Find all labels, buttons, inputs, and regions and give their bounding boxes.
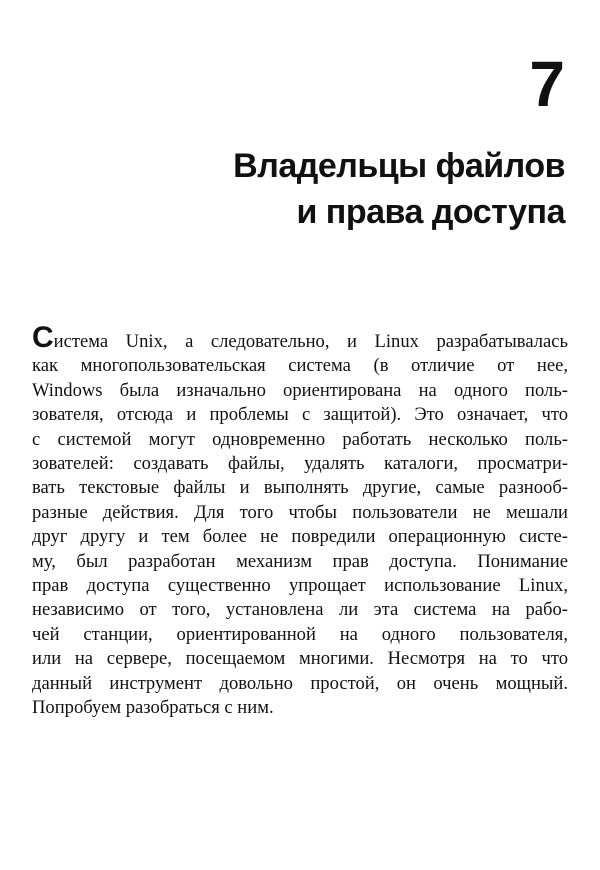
paragraph-line: зователей: создавать файлы, удалять каталоги, просматри- xyxy=(32,453,568,475)
chapter-title-line: Владельцы файлов xyxy=(233,147,565,185)
paragraph-line: разные действия. Для того чтобы пользователи не мешали xyxy=(32,501,568,523)
paragraph-line: му, был разработан механизм прав доступа. Понимание xyxy=(32,550,568,572)
paragraph-line: прав доступа существенно упрощает использование Linux, xyxy=(32,575,568,597)
paragraph-line xyxy=(32,321,568,354)
chapter-title xyxy=(233,143,565,235)
paragraph-line: вать текстовые файлы и выполнять другие, самые разнооб- xyxy=(32,477,568,499)
chapter-title-line: и права доступа xyxy=(296,193,565,231)
chapter-number: 7 xyxy=(529,48,565,120)
paragraph-line: данный инструмент довольно простой, он очень мощный. xyxy=(32,672,568,694)
paragraph-line: как многопользовательская система (в отличие от нее, xyxy=(32,355,568,377)
paragraph-line: друг другу и тем более не повредили операционную систе- xyxy=(32,526,568,548)
paragraph-line: независимо от того, установлена ли эта система на рабо- xyxy=(32,599,568,621)
paragraph-line: или на сервере, посещаемом многими. Несмотря на то что xyxy=(32,648,568,670)
paragraph-line: зователя, отсюда и проблемы с защитой). Это означает, что xyxy=(32,404,568,426)
paragraph-line: Попробуем разобраться с ним. xyxy=(32,697,274,719)
first-line-text: истема Unix, а следовательно, и Linux разрабатывалась xyxy=(53,331,568,352)
paragraph-line: Windows была изначально ориентирована на одного поль- xyxy=(32,379,568,401)
paragraph-line: чей станции, ориентированной на одного пользователя, xyxy=(32,623,568,645)
drop-cap: С xyxy=(32,321,54,354)
body-paragraph xyxy=(32,321,568,721)
paragraph-line: с системой могут одновременно работать несколько поль- xyxy=(32,428,568,450)
